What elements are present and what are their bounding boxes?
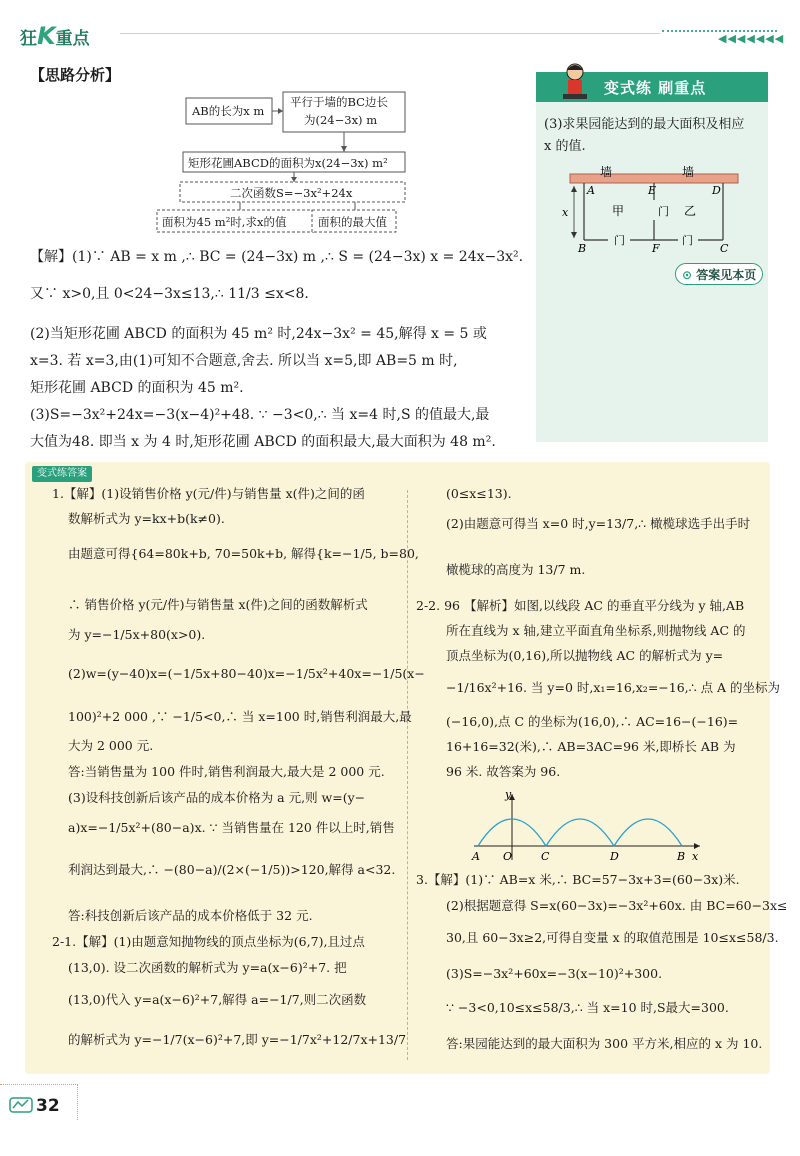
flow-node-area-45: 面积为45 m²时,求x的值: [162, 215, 287, 229]
garden-diagram-svg: [560, 160, 760, 260]
flow-node-bc: 平行于墙的BC边长: [290, 95, 388, 109]
arch-label-D: D: [610, 850, 619, 862]
column-divider: [407, 490, 408, 1060]
answer-reference-tag: [675, 263, 763, 285]
arch-label-B: B: [677, 850, 686, 862]
ans-right-5: 所在直线为 x 轴,建立平面直角坐标系,则抛物线 AC 的: [446, 623, 746, 638]
arch-label-y: y: [505, 790, 512, 801]
region-jia: 甲: [612, 204, 625, 218]
bridge-arch-diagram: [470, 790, 710, 866]
flow-node-max: 面积的最大值: [318, 215, 387, 229]
door-1: 门: [658, 205, 669, 218]
solution-line-5: 矩形花圃 ABCD 的面积为 45 m².: [30, 380, 244, 396]
ans-right-14: (3)S=−3x²+60x=−3(x−10)²+300.: [446, 966, 663, 981]
ans-left-10: (3)设科技创新后该产品的成本价格为 a 元,则 w=(y−: [68, 790, 366, 805]
ans-right-3: 橄榄球的高度为 13/7 m.: [446, 562, 586, 577]
ans-left-3: 由题意可得{64=80k+b, 70=50k+b, 解得{k=−1/5, b=80,: [68, 546, 419, 561]
flow-node-quadratic: 二次函数S=−3x²+24x: [230, 186, 353, 200]
exercise-question: [544, 114, 764, 158]
bridge-arch-svg: [470, 790, 710, 862]
mascot-icon: [560, 62, 590, 100]
answer-box-label: 变式练答案: [32, 466, 92, 482]
ans-left-9: 答:当销售量为 100 件时,销售利润最大,最大是 2 000 元.: [68, 764, 385, 779]
ans-right-6: 顶点坐标为(0,16),所以抛物线 AC 的解析式为 y=: [446, 648, 724, 663]
point-F: F: [652, 242, 660, 255]
wall-label-1: 墙: [600, 165, 613, 179]
ans-left-5: 为 y=−1/5x+80(x>0).: [68, 627, 206, 642]
point-B: B: [578, 242, 587, 255]
ans-right-1: (0≤x≤13).: [446, 486, 512, 501]
ans-right-9: 16+16=32(米),∴ AB=3AC=96 米,即桥长 AB 为: [446, 739, 736, 754]
pen-icon-svg: [8, 1094, 34, 1116]
ans-right-16: 答:果园能达到的最大面积为 300 平方米,相应的 x 为 10.: [446, 1036, 763, 1051]
exercise-question-line-2: x 的值.: [544, 139, 586, 155]
arch-label-A: A: [472, 850, 480, 862]
ans-left-7: 100)²+2 000 ,∵ −1/5<0,∴ 当 x=100 时,销售利润最大,最: [68, 709, 412, 724]
wall-label-2: 墙: [682, 165, 695, 179]
ans-left-11: a)x=−1/5x²+(80−a)x. ∵ 当销售量在 120 件以上时,销售: [68, 820, 395, 835]
flow-diagram: [150, 90, 530, 240]
point-D: D: [712, 184, 721, 197]
ans-left-1: 1.【解】(1)设销售价格 y(元/件)与销售量 x(件)之间的函: [52, 486, 365, 501]
mascot-icon-svg: [560, 62, 590, 100]
header-arrows-icon: ◀◀◀◀◀◀◀: [718, 32, 785, 45]
solution-line-2: 又∵ x>0,且 0<24−3x≤13,∴ 11/3 ≤x<8.: [30, 286, 309, 302]
point-A: A: [587, 184, 595, 197]
ans-left-16: (13,0)代入 y=a(x−6)²+7,解得 a=−1/7,则二次函数: [68, 992, 367, 1007]
region-yi: 乙: [684, 204, 697, 218]
exercise-question-line-1: (3)求果园能达到的最大面积及相应: [544, 117, 745, 132]
door-2: 门: [614, 234, 625, 247]
ans-right-8: (−16,0),点 C 的坐标为(16,0),∴ AC=16−(−16)=: [446, 714, 739, 729]
ans-right-11: 3.【解】(1)∵ AB=x 米,∴ BC=57−3x+3=(60−3x)米.: [416, 872, 740, 887]
x-label: x: [562, 206, 569, 219]
answer-reference-label: 答案见本页: [696, 268, 757, 282]
arch-label-C: C: [541, 850, 550, 862]
point-C: C: [720, 242, 729, 255]
flow-node-area: 矩形花圃ABCD的面积为x(24−3x) m²: [188, 156, 388, 170]
ans-left-6: (2)w=(y−40)x=(−1/5x+80−40)x=−1/5x²+40x=−1/5(x−: [68, 666, 425, 681]
solution-line-3: (2)当矩形花圃 ABCD 的面积为 45 m² 时,24x−3x² = 45,解得 x = 5 或: [30, 326, 487, 342]
ans-left-14: 2-1.【解】(1)由题意知抛物线的顶点坐标为(6,7),且过点: [52, 934, 365, 949]
solution-line-7: 大值为48. 即当 x 为 4 时,矩形花圃 ABCD 的面积最大,最大面积为 48 m².: [30, 434, 496, 450]
header-rule: [120, 33, 660, 34]
arch-label-O: O: [503, 850, 513, 862]
flow-node-ab: AB的长为x m: [192, 104, 265, 118]
analysis-title: 【思路分析】: [30, 66, 121, 84]
ans-left-15: (13,0). 设二次函数的解析式为 y=a(x−6)²+7. 把: [68, 960, 347, 975]
arch-label-x: x: [692, 850, 699, 862]
ans-right-15: ∵ −3<0,10≤x≤58/3,∴ 当 x=10 时,S最大=300.: [446, 1000, 729, 1015]
ans-right-7: −1/16x²+16. 当 y=0 时,x₁=16,x₂=−16,∴ 点 A 的坐标为: [446, 680, 781, 695]
ans-right-10: 96 米. 故答案为 96.: [446, 764, 561, 779]
solution-line-1: 【解】(1)∵ AB = x m ,∴ BC = (24−3x) m ,∴ S = (24−3x) x = 24x−3x².: [30, 249, 524, 265]
point-E: E: [648, 184, 657, 197]
solution-line-4: x=3. 若 x=3,由(1)可知不合题意,舍去. 所以当 x=5,即 AB=5 m 时,: [30, 353, 458, 369]
ans-right-4: 2-2. 96 【解析】如图,以线段 AC 的垂直平分线为 y 轴,AB: [416, 598, 745, 613]
garden-diagram: [560, 160, 760, 264]
ans-right-12: (2)根据题意得 S=x(60−3x)=−3x²+60x. 由 BC=60−3x≤: [446, 898, 788, 913]
solution-line-6: (3)S=−3x²+24x=−3(x−4)²+48. ∵ −3<0,∴ 当 x=4 时,S 的值最大,最: [30, 407, 490, 423]
ans-left-17: 的解析式为 y=−1/7(x−6)²+7,即 y=−1/7x²+12/7x+13/7: [68, 1032, 407, 1047]
ans-left-8: 大为 2 000 元.: [68, 738, 154, 753]
door-3: 门: [682, 234, 693, 247]
ans-left-2: 数解析式为 y=kx+b(k≠0).: [68, 511, 225, 526]
ans-right-2: (2)由题意可得当 x=0 时,y=13/7,∴ 橄榄球选手出手时: [446, 516, 751, 531]
ans-left-4: ∴ 销售价格 y(元/件)与销售量 x(件)之间的函数解析式: [68, 597, 368, 612]
search-icon: ⊙: [682, 268, 693, 282]
ans-left-13: 答:科技创新后该产品的成本价格低于 32 元.: [68, 908, 313, 923]
ans-left-12: 利润达到最大,∴ −(80−a)/(2×(−1/5))>120,解得 a<32.: [68, 862, 396, 877]
flow-node-bc-2: 为(24−3x) m: [304, 113, 378, 127]
pen-icon: [8, 1094, 34, 1120]
page-number: 32: [36, 1096, 60, 1116]
brand-logo: 狂K重点: [20, 22, 90, 50]
ans-right-13: 30,且 60−3x≥2,可得自变量 x 的取值范围是 10≤x≤58/3.: [446, 930, 779, 945]
exercise-panel-title: 变式练 刷重点: [536, 72, 768, 102]
